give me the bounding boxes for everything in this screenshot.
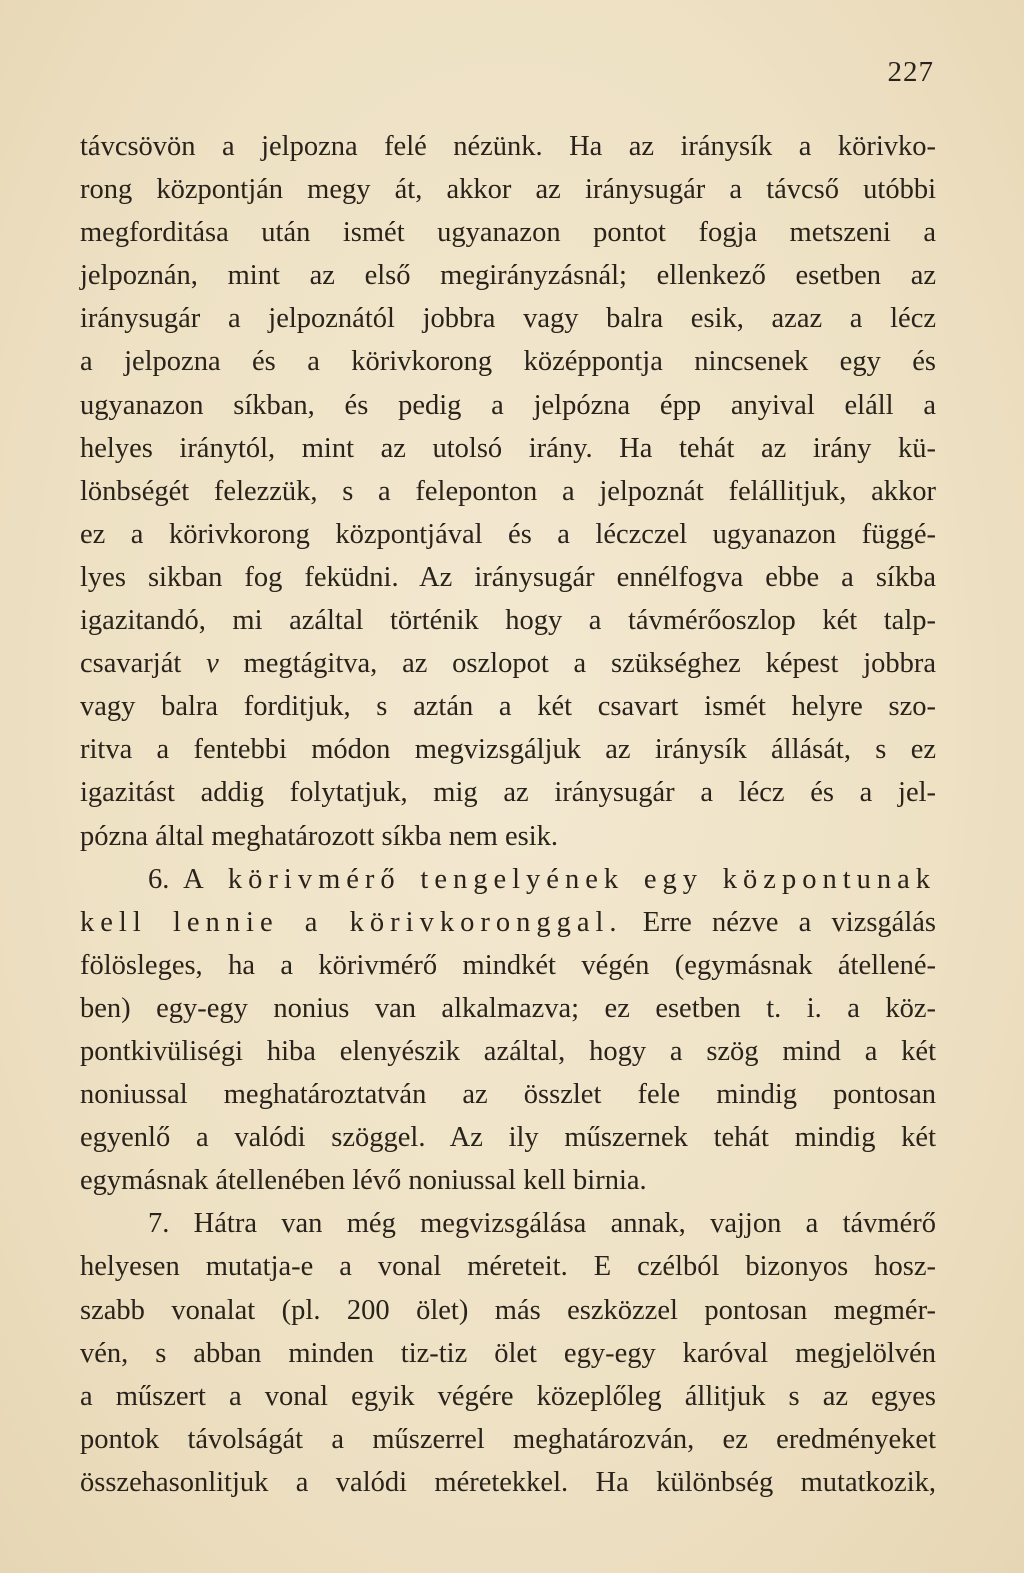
text-line: helyesen mutatja-e a vonal méreteit. E czélból bizonyos hosz- bbox=[80, 1251, 936, 1283]
text-line: vagy balra forditjuk, s aztán a két csavart ismét helyre szo- bbox=[80, 691, 936, 723]
page-number: 227 bbox=[887, 56, 934, 88]
text-line: ez a körivkorong központjával és a léczczel ugyanazon függé- bbox=[80, 518, 936, 550]
section-6-rest: Erre nézve a vizsgálás bbox=[622, 906, 936, 938]
text-line: vén, s abban minden tiz-tiz ölet egy-egy karóval megjelölvén bbox=[80, 1337, 936, 1369]
text-line: fölösleges, ha a körivmérő mindkét végén (egymásnak átellené- bbox=[80, 949, 936, 981]
text-line: helyes iránytól, mint az utolsó irány. Ha tehát az irány kü- bbox=[80, 432, 936, 464]
text-line: egyenlő a valódi szöggel. Az ily műszernek tehát mindig két bbox=[80, 1122, 936, 1154]
text-line: a jelpozna és a körivkorong középpontja nincsenek egy és bbox=[80, 346, 936, 378]
text-line: pózna által meghatározott síkba nem esik. bbox=[80, 820, 559, 852]
text-line: igazitást addig folytatjuk, mig az iránysugár a lécz és a jel- bbox=[80, 777, 936, 809]
line-13-before: csavarját bbox=[80, 648, 207, 680]
section-6-title-1: A körivmérő tengelyének egy központunak bbox=[183, 863, 937, 895]
text-line: megforditása után ismét ugyanazon pontot fogja metszeni a bbox=[80, 217, 936, 249]
text-line: szabb vonalat (pl. 200 ölet) más eszközzel pontosan megmér- bbox=[80, 1294, 936, 1326]
text-line: igazitandó, mi azáltal történik hogy a távmérőoszlop két talp- bbox=[80, 605, 936, 637]
text-line: jelpoznán, mint az első megirányzásnál; ellenkező esetben az bbox=[80, 260, 936, 292]
text-line: pontok távolságát a műszerrel meghatározván, ez eredményeket bbox=[80, 1423, 936, 1455]
section-6-heading-cont bbox=[80, 901, 936, 944]
text-line: lönbségét felezzük, s a feleponton a jelpoznát felállitjuk, akkor bbox=[80, 475, 936, 507]
text-line: távcsövön a jelpozna felé nézünk. Ha az iránysík a körivko- bbox=[80, 131, 936, 162]
text-line: 7. Hátra van még megvizsgálása annak, vajjon a távmérő bbox=[148, 1208, 936, 1240]
section-6-title-2: kell lennie a körivkoronggal. bbox=[80, 906, 623, 938]
text-line: pontkivüliségi hiba elenyészik azáltal, hogy a szög mind a két bbox=[80, 1035, 936, 1067]
text-line: ugyanazon síkban, és pedig a jelpózna épp anyival eláll a bbox=[80, 389, 936, 421]
body-text bbox=[80, 125, 936, 1504]
text-line: a műszert a vonal egyik végére közeplőleg állitjuk s az egyes bbox=[80, 1380, 936, 1412]
section-6-heading bbox=[80, 858, 936, 901]
text-line: lyes sikban fog feküdni. Az iránysugár ennélfogva ebbe a síkba bbox=[80, 561, 936, 593]
text-line: rong központján megy át, akkor az iránysugár a távcső utóbbi bbox=[80, 174, 936, 206]
text-line: noniussal meghatároztatván az összlet fele mindig pontosan bbox=[80, 1079, 936, 1111]
text-line bbox=[80, 642, 936, 685]
text-line: egymásnak átellenében lévő noniussal kell birnia. bbox=[80, 1165, 647, 1197]
line-13-after: megtágitva, az oszlopot a szükséghez képest jobbra bbox=[218, 648, 936, 680]
variable-v: v bbox=[206, 648, 219, 680]
text-line: összehasonlitjuk a valódi méretekkel. Ha különbség mutatkozik, bbox=[80, 1466, 936, 1498]
section-6-number: 6. bbox=[148, 863, 184, 895]
text-line: ritva a fentebbi módon megvizsgáljuk az iránysík állását, s ez bbox=[80, 734, 936, 766]
text-line: iránysugár a jelpoznától jobbra vagy balra esik, azaz a lécz bbox=[80, 303, 936, 335]
text-line: ben) egy-egy nonius van alkalmazva; ez esetben t. i. a köz- bbox=[80, 992, 936, 1024]
